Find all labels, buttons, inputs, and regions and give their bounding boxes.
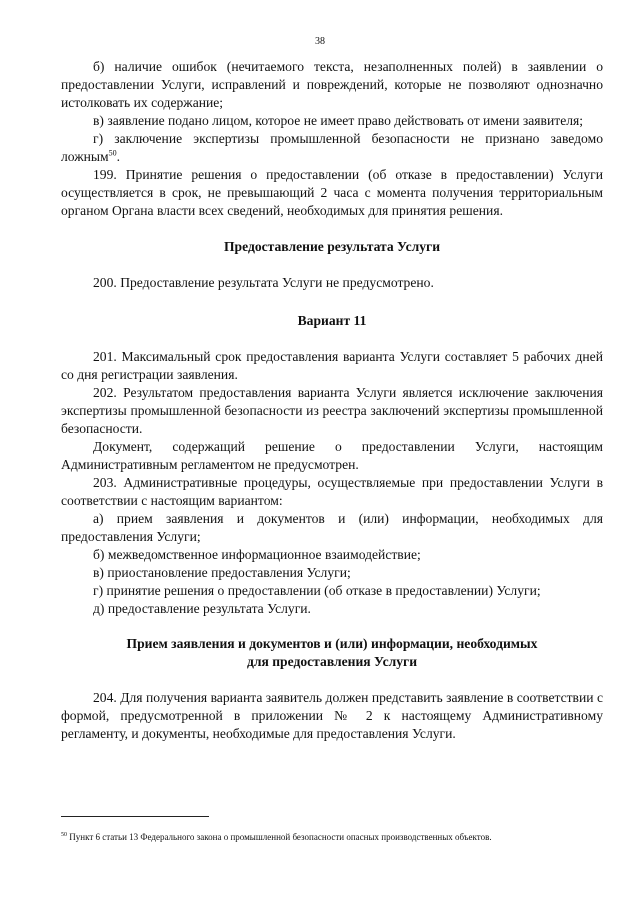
list-item-a: а) прием заявления и документов и (или) информации, необходимых для предоставления Услуги; [61,511,603,544]
paragraph-v: в) заявление подано лицом, которое не имеет право действовать от имени заявителя; [93,113,584,128]
paragraph-203: 203. Административные процедуры, осуществляемые при предоставлении Услуги в соответствии с настоящим вариантом: [61,475,603,508]
list-item-g: г) принятие решения о предоставлении (об отказе в предоставлении) Услуги; [93,583,541,598]
paragraph-201: 201. Максимальный срок предоставления варианта Услуги составляет 5 рабочих дней со дня регистрации заявления. [61,349,603,382]
page-body [61,58,603,743]
heading-reception-line2: для предоставления Услуги [246,654,418,669]
paragraph-g [61,130,603,166]
footnote-number: 50 [61,832,67,838]
paragraph-g-end: . [116,149,121,164]
heading-result: Предоставление результата Услуги [223,239,441,254]
list-item-d: д) предоставление результата Услуги. [93,601,311,616]
paragraph-199: 199. Принятие решения о предоставлении (об отказе в предоставлении) Услуги осуществляется в срок, не превышающий 2 часа с момента получения территориальным органом Органа власти всех сведений, необходимых для принятия решения. [61,167,603,218]
paragraph-b: б) наличие ошибок (нечитаемого текста, незаполненных полей) в заявлении о предоставлении Услуги, исправлений и повреждений, которые не позволяют однозначно истолковать их содержание; [61,59,603,110]
list-item-v: в) приостановление предоставления Услуги; [93,565,351,580]
footnote [61,831,621,843]
footnote-ref[interactable]: 50 [108,148,117,158]
paragraph-200: 200. Предоставление результата Услуги не предусмотрено. [93,275,434,290]
paragraph-202: 202. Результатом предоставления варианта Услуги является исключение заключения экспертизы промышленной безопасности из реестра заключений экспертизы промышленной безопасности. [61,385,603,436]
footnote-divider [61,816,209,817]
paragraph-204: 204. Для получения варианта заявитель должен представить заявление в соответствии с формой, предусмотренной в приложении № 2 к настоящему Административному регламенту, и документы, необходимые для предоставления Услуги. [61,690,603,741]
page-number: 38 [315,36,325,47]
list-item-b: б) межведомственное информационное взаимодействие; [93,547,421,562]
heading-reception [61,635,603,671]
heading-reception-line1: Прием заявления и документов и (или) информации, необходимых [126,636,538,651]
heading-variant: Вариант 11 [297,313,367,328]
paragraph-g-text: г) заключение экспертизы промышленной безопасности не признано заведомо ложным [61,131,603,164]
paragraph-document: Документ, содержащий решение о предоставлении Услуги, настоящим Административным регламентом не предусмотрен. [61,439,603,472]
footnote-text: Пункт 6 статьи 13 Федерального закона о промышленной безопасности опасных производственных объектов. [67,832,492,842]
